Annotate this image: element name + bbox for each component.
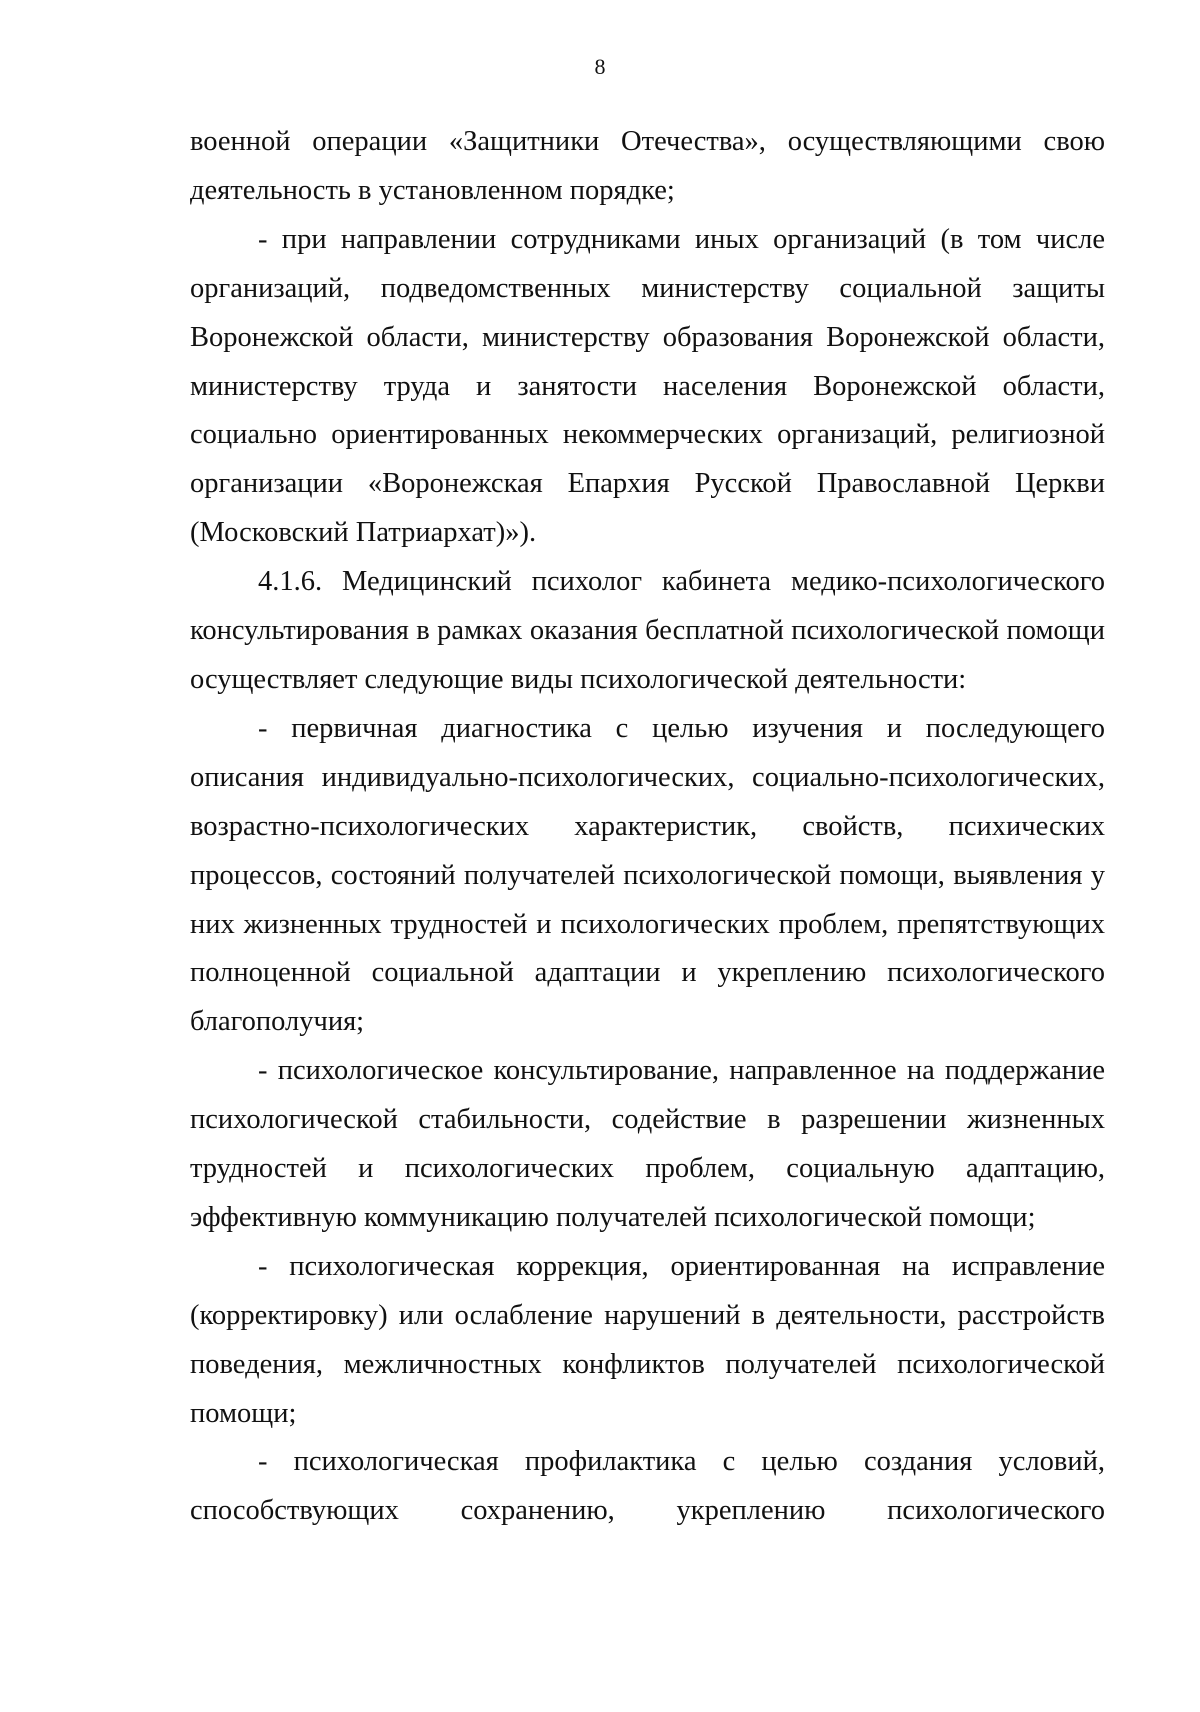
text-line: способствующих сохранению, укреплению психологического: [190, 1495, 1105, 1527]
text-line: возрастно-психологических характеристик, свойств, психических: [190, 810, 1105, 842]
text-line: благополучия;: [190, 1006, 365, 1038]
text-line: эффективную коммуникацию получателей психологической помощи;: [190, 1201, 1036, 1233]
text-line: (корректировку) или ослабление нарушений в деятельности, расстройств: [190, 1299, 1105, 1331]
text-line: деятельность в установленном порядке;: [190, 174, 675, 206]
text-line: - психологическое консультирование, направленное на поддержание: [258, 1055, 1105, 1087]
text-line: организаций, подведомственных министерству социальной защиты: [190, 272, 1105, 304]
text-line: министерству труда и занятости населения Воронежской области,: [190, 370, 1105, 402]
text-line: Воронежской области, министерству образования Воронежской области,: [190, 321, 1105, 353]
page-number: 8: [594, 54, 606, 79]
text-line: военной операции «Защитники Отечества», осуществляющими свою: [190, 126, 1105, 157]
text-line: осуществляет следующие виды психологической деятельности:: [190, 663, 967, 695]
text-line: поведения, межличностных конфликтов получателей психологической: [190, 1348, 1105, 1380]
text-line: - при направлении сотрудниками иных организаций (в том числе: [258, 223, 1105, 255]
text-line: организации «Воронежская Епархия Русской Православной Церкви: [190, 468, 1105, 500]
text-line: них жизненных трудностей и психологических проблем, препятствующих: [190, 908, 1105, 940]
text-line: - психологическая профилактика с целью создания условий,: [258, 1446, 1105, 1478]
text-line: процессов, состояний получателей психологической помощи, выявления у: [190, 859, 1105, 891]
text-line: трудностей и психологических проблем, социальную адаптацию,: [190, 1153, 1105, 1185]
text-line: социально ориентированных некоммерческих организаций, религиозной: [190, 419, 1105, 451]
text-line: помощи;: [190, 1397, 297, 1429]
text-line: описания индивидуально-психологических, социально-психологических,: [190, 761, 1105, 793]
text-line: - первичная диагностика с целью изучения и последующего: [258, 712, 1105, 744]
text-line: консультирования в рамках оказания бесплатной психологической помощи: [190, 615, 1105, 647]
text-line: (Московский Патриархат)»).: [190, 517, 537, 549]
document-body: [190, 118, 1105, 1536]
text-line: 4.1.6. Медицинский психолог кабинета медико-психологического: [258, 566, 1105, 598]
text-line: психологической стабильности, содействие в разрешении жизненных: [190, 1104, 1105, 1136]
text-line: - психологическая коррекция, ориентированная на исправление: [258, 1250, 1105, 1282]
text-line: полноценной социальной адаптации и укреплению психологического: [190, 957, 1105, 989]
